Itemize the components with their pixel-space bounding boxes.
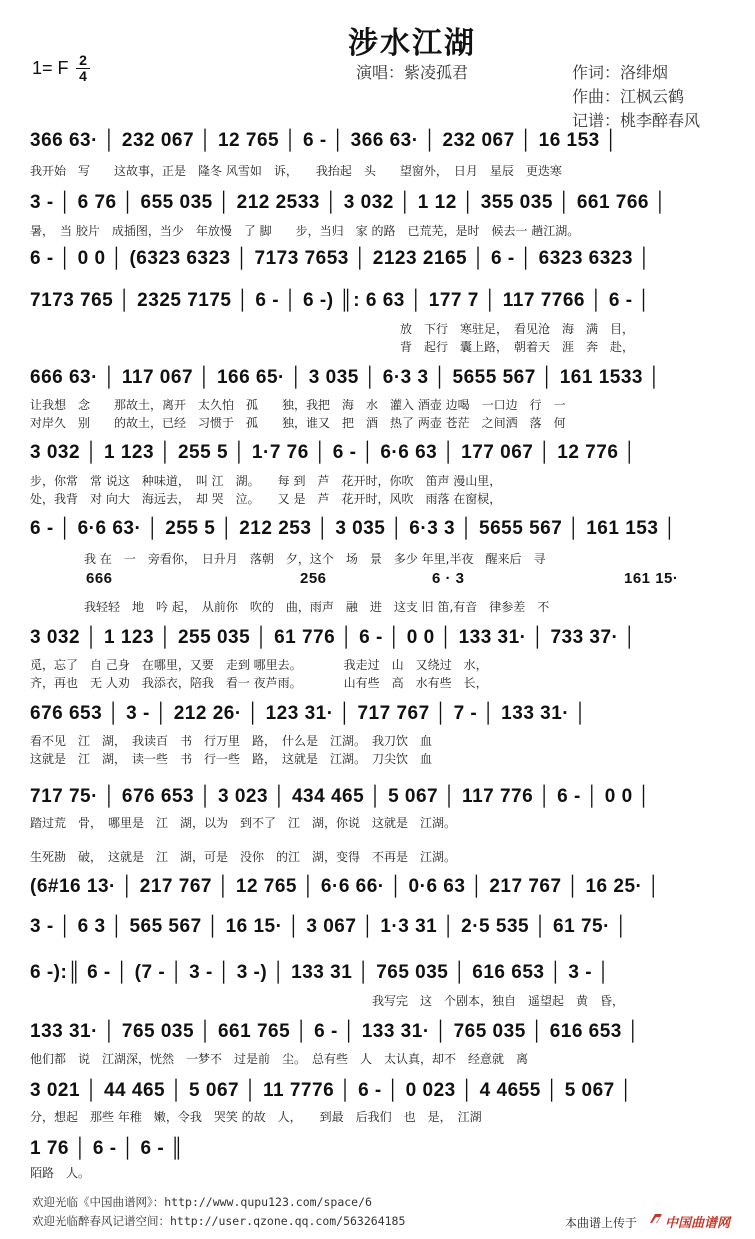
score-row-6-lyrics-1: 步，你常 常 说这 种味道， 叫 江 湖。 每 到 芦 花开时，你吹 笛声 漫山里， xyxy=(30,474,502,488)
site-logo-icon xyxy=(649,1213,663,1225)
score-row-6-lyrics-2: 处，我背 对 向大 海远去， 却 哭 泣。 又 是 芦 花开时，风吹 雨落 在窗棂， xyxy=(30,492,502,506)
score-row-5-notes: 666 63· │ 117 067 │ 166 65· │ 3 035 │ 6·3 3 │ 5655 567 │ 161 1533 │ xyxy=(30,367,662,388)
harmony-notes-2: 256 xyxy=(300,570,327,587)
score-row-7-notes: 6 - │ 6·6 63· │ 255 5 │ 212 253 │ 3 035 │ 6·3 3 │ 5655 567 │ 161 153 │ xyxy=(30,518,677,539)
score-row-9-notes: 676 653 │ 3 - │ 212 26· │ 123 31· │ 717 767 │ 7 - │ 133 31· │ xyxy=(30,703,588,724)
score-row-4-notes: 7173 765 │ 2325 7175 │ 6 - │ 6 -) ║: 6 63 │ 177 7 │ 117 7766 │ 6 - │ xyxy=(30,290,651,311)
time-signature xyxy=(76,54,90,83)
score-row-16-lyrics: 陌路 人。 xyxy=(30,1166,91,1180)
key-signature: 1= F xyxy=(32,58,69,78)
score-row-12-notes: 3 - │ 6 3 │ 565 567 │ 16 15· │ 3 067 │ 1·3 31 │ 2·5 535 │ 61 75· │ xyxy=(30,916,629,937)
score-row-1-lyrics: 我开始 写 这故事，正是 隆冬 风雪如 诉， 我抬起 头 望窗外， 日月 星辰 更迭寒 xyxy=(30,164,562,178)
score-row-8-notes: 3 032 │ 1 123 │ 255 035 │ 61 776 │ 6 - │ 0 0 │ 133 31· │ 733 37· │ xyxy=(30,627,637,648)
lyricist-credit: 作词：洛绯烟 xyxy=(572,63,669,82)
score-row-15-lyrics: 分，想起 那些 年稚 嫩，令我 哭笑 的故 人， 到最 后我们 也 是， 江湖 xyxy=(30,1110,482,1124)
composer-credit: 作曲：江枫云鹤 xyxy=(572,87,685,106)
score-row-11-notes: (6#16 13· │ 217 767 │ 12 765 │ 6·6 66· │ 0·6 63 │ 217 767 │ 16 25· │ xyxy=(30,876,661,897)
song-title: 涉水江湖 xyxy=(348,26,476,61)
time-signature-top: 2 xyxy=(79,52,87,68)
harmony-lyrics: 我轻轻 地 吟 起， 从前你 吹的 曲，雨声 融 进 这支 旧 笛,有音 律参差 不 xyxy=(84,600,550,614)
score-row-16-notes: 1 76 │ 6 - │ 6 - ║ xyxy=(30,1138,184,1159)
score-row-14-notes: 133 31· │ 765 035 │ 661 765 │ 6 - │ 133 31· │ 765 035 │ 616 653 │ xyxy=(30,1021,641,1042)
score-row-15-notes: 3 021 │ 44 465 │ 5 067 │ 11 7776 │ 6 - │ 0 023 │ 4 4655 │ 5 067 │ xyxy=(30,1080,633,1101)
uploaded-to-label: 本曲谱上传于 xyxy=(565,1216,638,1230)
score-row-2-notes: 3 - │ 6 76 │ 655 035 │ 212 2533 │ 3 032 │ 1 12 │ 355 035 │ 661 766 │ xyxy=(30,192,668,213)
score-row-9-lyrics-2: 这就是 江 湖， 读一些 书 行一些 路， 这就是 江湖。 刀尖饮 血 xyxy=(30,752,433,766)
score-row-10-lyrics-2: 生死勘 破， 这就是 江 湖，可是 没你 的江 湖，变得 不再是 江湖。 xyxy=(30,850,457,864)
footer-link-qzone[interactable]: 欢迎光临醉春风记谱空间：http://user.qzone.qq.com/563264185 xyxy=(32,1214,406,1228)
score-row-4-lyrics-1: 放 下行 寒驻足， 看见沧 海 满 目， xyxy=(400,322,635,336)
footer-link-qupu[interactable]: 欢迎光临《中国曲谱网》：http://www.qupu123.com/space/6 xyxy=(32,1195,372,1209)
score-row-8-lyrics-1: 觅，忘了 自 己身 在哪里，又要 走到 哪里去。 我走过 山 又绕过 水， xyxy=(30,658,488,672)
score-row-10-lyrics-1: 踏过荒 骨， 哪里是 江 湖，以为 到不了 江 湖，你说 这就是 江湖。 xyxy=(30,816,457,830)
score-row-7-lyrics: 我 在 一 旁看你， 日升月 落朝 夕，这个 场 景 多少 年里,半夜 醒来后 寻 xyxy=(84,552,546,566)
score-row-4-lyrics-2: 背 起行 囊上路， 朝着天 涯 奔 赴， xyxy=(400,340,635,354)
score-row-14-lyrics: 他们都 说 江湖深，恍然 一梦不 过是前 尘。 总有些 人 太认真，却不 经意就 离 xyxy=(30,1052,529,1066)
harmony-notes-3: 6 · 3 xyxy=(432,570,465,587)
score-row-1-notes: 366 63· │ 232 067 │ 12 765 │ 6 - │ 366 63· │ 232 067 │ 16 153 │ xyxy=(30,130,618,151)
score-row-5-lyrics-2: 对岸久 别 的故土，已经 习惯于 孤 独，谁又 把 酒 热了 两壶 苍茫 之间洒 落 何 xyxy=(30,416,566,430)
site-logo-text[interactable]: 中国曲谱网 xyxy=(665,1216,731,1231)
harmony-notes-1: 666 xyxy=(86,570,113,587)
time-signature-bottom: 4 xyxy=(79,68,87,84)
score-row-13-notes: 6 -):║ 6 - │ (7 - │ 3 - │ 3 -) │ 133 31 │ 765 035 │ 616 653 │ 3 - │ xyxy=(30,962,611,983)
score-row-2-lyrics: 暑， 当 胶片 成插图，当少 年放慢 了 脚 步，当归 家 的路 已荒芜，是时 候去一 趟江湖。 xyxy=(30,224,580,238)
transcriber-credit: 记谱：桃李醉春风 xyxy=(572,111,701,130)
singer-credit: 演唱：紫凌孤君 xyxy=(356,63,469,82)
score-row-10-notes: 717 75· │ 676 653 │ 3 023 │ 434 465 │ 5 067 │ 117 776 │ 6 - │ 0 0 │ xyxy=(30,786,651,807)
score-row-6-notes: 3 032 │ 1 123 │ 255 5 │ 1·7 76 │ 6 - │ 6·6 63 │ 177 067 │ 12 776 │ xyxy=(30,442,637,463)
score-row-5-lyrics-1: 让我想 念 那故土，离开 太久怕 孤 独，我把 海 水 灌入 酒壶 边喝 一口边 行 一 xyxy=(30,398,566,412)
score-row-8-lyrics-2: 齐，再也 无 人劝 我添衣，陪我 看一 夜芦雨。 山有些 高 水有些 长， xyxy=(30,676,488,690)
score-row-9-lyrics-1: 看不见 江 湖， 我读百 书 行万里 路， 什么是 江湖。 我刀饮 血 xyxy=(30,734,433,748)
score-row-13-lyrics: 我写完 这 个剧本，独自 遥望起 黄 昏， xyxy=(372,994,625,1008)
score-row-3-notes: 6 - │ 0 0 │ (6323 6323 │ 7173 7653 │ 2123 2165 │ 6 - │ 6323 6323 │ xyxy=(30,248,652,269)
harmony-notes-4: 161 15· xyxy=(624,570,679,587)
